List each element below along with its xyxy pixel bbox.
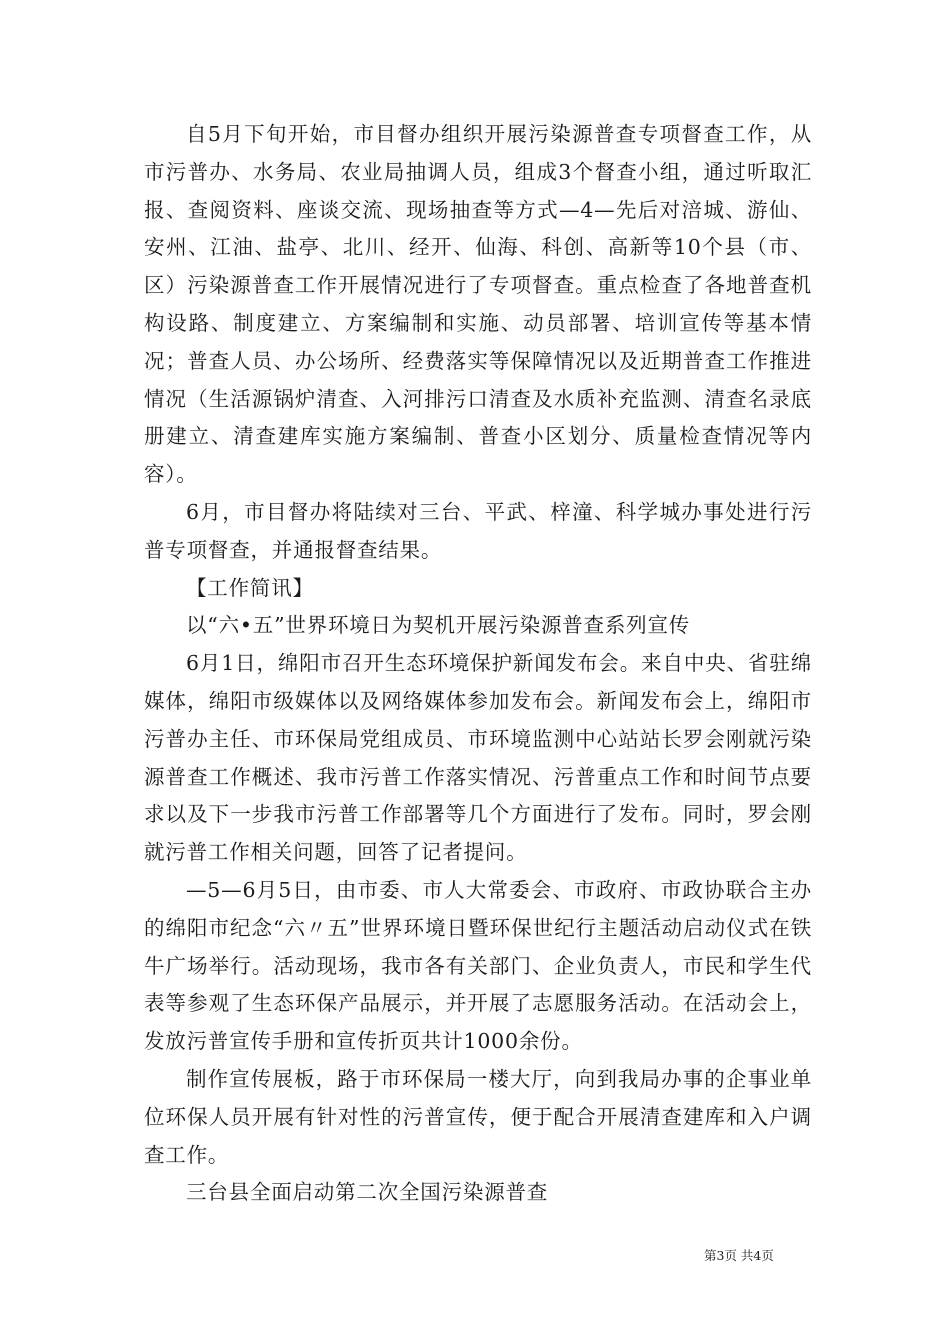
section-title-environment-day: 以“六•五”世界环境日为契机开展污染源普查系列宣传 xyxy=(186,613,691,638)
document-body xyxy=(144,116,812,1212)
paragraph-june-plan: 6月，市目督办将陆续对三台、平武、梓潼、科学城办事处进行污普专项督查，并通报督查结果。 xyxy=(144,499,812,562)
paragraph-launch-ceremony: —5—6月5日，由市委、市人大常委会、市政府、市政协联合主办的绵阳市纪念“六〃五”世界环境日暨环保世纪行主题活动启动仪式在铁牛广场举行。活动现场，我市各有关部门、企业负责人，市民和学生代表等参观了生态环保产品展示，并开展了志愿服务活动。在活动会上，发放污普宣传手册和宣传折页共计1000余份。 xyxy=(144,877,812,1054)
paragraph-press-conference: 6月1日，绵阳市召开生态环境保护新闻发布会。来自中央、省驻绵媒体，绵阳市级媒体以及网络媒体参加发布会。新闻发布会上，绵阳市污普办主任、市环保局党组成员、市环境监测中心站站长罗会刚就污染源普查工作概述、我市污普工作落实情况、污普重点工作和时间节点要求以及下一步我市污普工作部署等几个方面进行了发布。同时，罗会刚就污普工作相关问题，回答了记者提问。 xyxy=(144,651,812,865)
section-heading-work-brief: 【工作简讯】 xyxy=(186,575,314,600)
paragraph-display-boards: 制作宣传展板，路于市环保局一楼大厅，向到我局办事的企事业单位环保人员开展有针对性的污普宣传，便于配合开展清查建库和入户调查工作。 xyxy=(144,1066,812,1167)
section-title-santai: 三台县全面启动第二次全国污染源普查 xyxy=(186,1180,549,1205)
page-number-footer: 第3页 共4页 xyxy=(704,1248,774,1263)
paragraph-supervision: 自5月下旬开始，市目督办组织开展污染源普查专项督查工作，从市污普办、水务局、农业局抽调人员，组成3个督查小组，通过听取汇报、查阅资料、座谈交流、现场抽查等方式—4—先后对涪城、游仙、安州、江油、盐亭、北川、经开、仙海、科创、高新等10个县（市、区）污染源普查工作开展情况进行了专项督查。重点检查了各地普查机构设路、制度建立、方案编制和实施、动员部署、培训宣传等基本情况；普查人员、办公场所、经费落实等保障情况以及近期普查工作推进情况（生活源锅炉清查、入河排污口清查及水质补充监测、清查名录底册建立、清查建库实施方案编制、普查小区划分、质量检查情况等内容）。 xyxy=(144,122,812,487)
